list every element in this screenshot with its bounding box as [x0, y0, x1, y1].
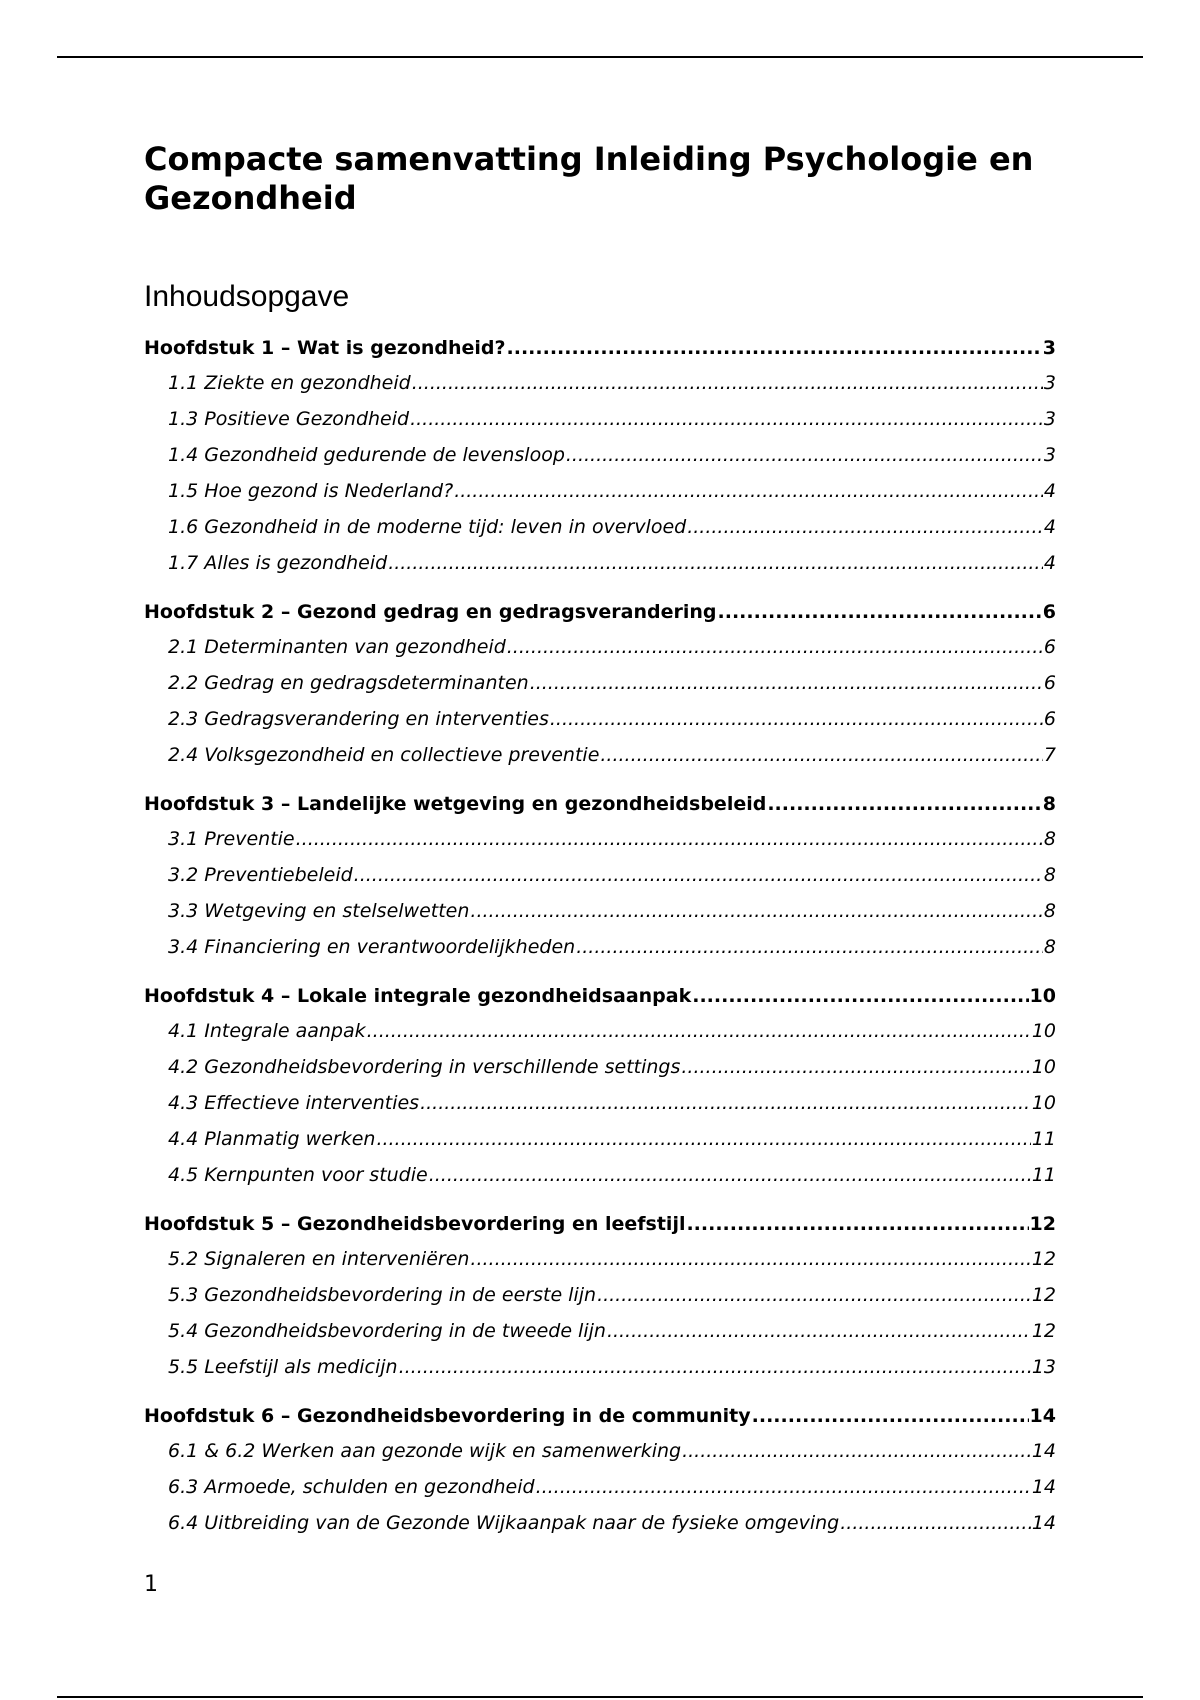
toc-entry-label: 5.2 Signaleren en interveniëren [168, 1248, 470, 1270]
toc-entry-page: 6 [1043, 672, 1056, 694]
dot-leader [681, 1049, 1030, 1085]
toc-entry-page: 8 [1043, 900, 1056, 922]
toc-entry-page: 3 [1043, 408, 1056, 430]
toc-entry-page: 8 [1043, 936, 1056, 958]
toc-entry-page: 8 [1043, 864, 1056, 886]
dot-leader [429, 1157, 1031, 1193]
dot-leader [536, 1469, 1031, 1505]
dot-leader [388, 545, 1043, 581]
header-rule [57, 56, 1143, 58]
toc-entry-page: 4 [1043, 480, 1056, 502]
page-number: 1 [144, 1572, 158, 1597]
toc-entry-page: 10 [1031, 1056, 1056, 1078]
dot-leader [470, 1241, 1030, 1277]
toc-entry-page: 14 [1031, 1512, 1056, 1534]
toc-section-entry[interactable] [144, 1349, 1056, 1385]
toc-chapter-entry[interactable] [144, 595, 1056, 629]
toc-entry-page: 10 [1029, 985, 1056, 1007]
toc-entry-page: 14 [1031, 1440, 1056, 1462]
toc-section-entry[interactable] [144, 365, 1056, 401]
toc-entry-label: 1.6 Gezondheid in de moderne tijd: leven in overvloed [168, 516, 687, 538]
toc-section-entry[interactable] [144, 629, 1056, 665]
toc-section-entry[interactable] [144, 929, 1056, 965]
toc-section-entry[interactable] [144, 1085, 1056, 1121]
toc-entry-page: 6 [1042, 601, 1056, 623]
toc-entry-label: 1.7 Alles is gezondheid [168, 552, 388, 574]
dot-leader [470, 893, 1042, 929]
document-title: Compacte samenvatting Inleiding Psychologie en Gezondheid [144, 140, 1034, 217]
dot-leader [692, 979, 1028, 1013]
toc-section-entry[interactable] [144, 1241, 1056, 1277]
toc-entry-label: 1.1 Ziekte en gezondheid [168, 372, 411, 394]
toc-entry-label: 4.5 Kernpunten voor studie [168, 1164, 428, 1186]
dot-leader [507, 331, 1042, 365]
dot-leader [682, 1433, 1031, 1469]
toc-entry-label: 2.4 Volksgezondheid en collectieve preventie [168, 744, 600, 766]
toc-chapter-entry[interactable] [144, 1207, 1056, 1241]
toc-entry-page: 8 [1043, 828, 1056, 850]
toc-section-entry[interactable] [144, 665, 1056, 701]
toc-entry-label: 5.5 Leefstijl als medicijn [168, 1356, 398, 1378]
toc-section-entry[interactable] [144, 821, 1056, 857]
toc-entry-page: 3 [1043, 372, 1056, 394]
toc-chapter [144, 1207, 1056, 1385]
toc-entry-page: 10 [1031, 1092, 1056, 1114]
toc-chapter-entry[interactable] [144, 331, 1056, 365]
dot-leader [550, 701, 1043, 737]
toc-entry-label: Hoofdstuk 6 – Gezondheidsbevordering in de community [144, 1405, 751, 1427]
toc-entry-label: Hoofdstuk 5 – Gezondheidsbevordering en leefstijl [144, 1213, 686, 1235]
dot-leader [354, 857, 1043, 893]
footer-rule [57, 1696, 1143, 1698]
toc-section-entry[interactable] [144, 437, 1056, 473]
toc-section-entry[interactable] [144, 893, 1056, 929]
toc-entry-label: 1.4 Gezondheid gedurende de levensloop [168, 444, 565, 466]
dot-leader [376, 1121, 1030, 1157]
toc-entry-page: 3 [1042, 337, 1056, 359]
toc-entry-label: 5.4 Gezondheidsbevordering in de tweede lijn [168, 1320, 606, 1342]
toc-entry-label: Hoofdstuk 1 – Wat is gezondheid? [144, 337, 506, 359]
toc-entry-page: 14 [1031, 1476, 1056, 1498]
toc-section-entry[interactable] [144, 1277, 1056, 1313]
toc-section-entry[interactable] [144, 701, 1056, 737]
toc-section-entry[interactable] [144, 473, 1056, 509]
toc-entry-label: 5.3 Gezondheidsbevordering in de eerste lijn [168, 1284, 597, 1306]
toc-entry-page: 4 [1043, 552, 1056, 574]
toc-entry-page: 6 [1043, 708, 1056, 730]
toc-entry-page: 12 [1031, 1320, 1056, 1342]
toc-chapter [144, 1399, 1056, 1541]
toc-section-entry[interactable] [144, 509, 1056, 545]
toc-section-entry[interactable] [144, 1013, 1056, 1049]
toc-section-entry[interactable] [144, 737, 1056, 773]
toc-section-entry[interactable] [144, 1049, 1056, 1085]
toc-entry-label: Hoofdstuk 3 – Landelijke wetgeving en gezondheidsbeleid [144, 793, 767, 815]
toc-entry-page: 11 [1031, 1164, 1056, 1186]
dot-leader [687, 509, 1043, 545]
dot-leader [412, 365, 1043, 401]
toc-entry-label: 4.2 Gezondheidsbevordering in verschillende settings [168, 1056, 681, 1078]
toc-entry-label: 3.1 Preventie [168, 828, 295, 850]
toc-entry-label: 4.1 Integrale aanpak [168, 1020, 366, 1042]
dot-leader [767, 787, 1041, 821]
dot-leader [840, 1505, 1031, 1541]
toc-entry-label: 1.5 Hoe gezond is Nederland? [168, 480, 454, 502]
toc-chapter [144, 331, 1056, 581]
toc-chapter [144, 787, 1056, 965]
toc-entry-page: 8 [1042, 793, 1056, 815]
toc-entry-label: 1.3 Positieve Gezondheid [168, 408, 410, 430]
dot-leader [367, 1013, 1031, 1049]
page-content [144, 140, 1056, 1541]
toc-entry-label: 2.3 Gedragsverandering en interventies [168, 708, 549, 730]
toc-entry-page: 6 [1043, 636, 1056, 658]
toc-entry-page: 10 [1031, 1020, 1056, 1042]
toc-entry-label: 4.3 Effectieve interventies [168, 1092, 420, 1114]
dot-leader [607, 1313, 1031, 1349]
toc-entry-label: 3.4 Financiering en verantwoordelijkheden [168, 936, 576, 958]
toc-entry-page: 7 [1043, 744, 1056, 766]
toc-entry-page: 12 [1031, 1284, 1056, 1306]
dot-leader [597, 1277, 1031, 1313]
dot-leader [296, 821, 1043, 857]
toc-chapter-entry[interactable] [144, 787, 1056, 821]
toc-entry-label: 6.1 & 6.2 Werken aan gezonde wijk en samenwerking [168, 1440, 682, 1462]
toc-section-entry[interactable] [144, 1505, 1056, 1541]
toc-section-entry[interactable] [144, 1313, 1056, 1349]
dot-leader [752, 1399, 1029, 1433]
dot-leader [566, 437, 1043, 473]
toc-chapter-entry[interactable] [144, 979, 1056, 1013]
toc-entry-page: 12 [1029, 1213, 1056, 1235]
toc-entry-page: 13 [1031, 1356, 1056, 1378]
toc-entry-page: 3 [1043, 444, 1056, 466]
toc-chapter [144, 979, 1056, 1193]
toc-entry-label: 6.4 Uitbreiding van de Gezonde Wijkaanpak naar de fysieke omgeving [168, 1512, 840, 1534]
dot-leader [410, 401, 1043, 437]
toc-section-entry[interactable] [144, 401, 1056, 437]
toc-entry-label: Hoofdstuk 4 – Lokale integrale gezondheidsaanpak [144, 985, 692, 1007]
toc-entry-page: 14 [1029, 1405, 1056, 1427]
toc-heading: Inhoudsopgave [144, 280, 350, 313]
toc-section-entry[interactable] [144, 857, 1056, 893]
toc-entry-page: 11 [1031, 1128, 1056, 1150]
toc-entry-page: 4 [1043, 516, 1056, 538]
toc-entry-label: 4.4 Planmatig werken [168, 1128, 376, 1150]
toc-chapter-entry[interactable] [144, 1399, 1056, 1433]
dot-leader [454, 473, 1043, 509]
toc-section-entry[interactable] [144, 1157, 1056, 1193]
toc-entry-label: Hoofdstuk 2 – Gezond gedrag en gedragsverandering [144, 601, 717, 623]
toc-section-entry[interactable] [144, 1121, 1056, 1157]
dot-leader [507, 629, 1043, 665]
toc-chapter [144, 595, 1056, 773]
dot-leader [718, 595, 1042, 629]
toc-section-entry[interactable] [144, 545, 1056, 581]
toc-entry-label: 2.1 Determinanten van gezondheid [168, 636, 506, 658]
toc-entry-label: 3.3 Wetgeving en stelselwetten [168, 900, 470, 922]
toc-section-entry[interactable] [144, 1469, 1056, 1505]
dot-leader [399, 1349, 1031, 1385]
toc-entry-label: 3.2 Preventiebeleid [168, 864, 353, 886]
dot-leader [576, 929, 1043, 965]
toc-entry-label: 2.2 Gedrag en gedragsdeterminanten [168, 672, 529, 694]
toc-entry-page: 12 [1031, 1248, 1056, 1270]
dot-leader [530, 665, 1043, 701]
toc-entry-label: 6.3 Armoede, schulden en gezondheid [168, 1476, 535, 1498]
dot-leader [420, 1085, 1031, 1121]
dot-leader [686, 1207, 1028, 1241]
dot-leader [600, 737, 1043, 773]
table-of-contents [144, 331, 1056, 1541]
toc-section-entry[interactable] [144, 1433, 1056, 1469]
